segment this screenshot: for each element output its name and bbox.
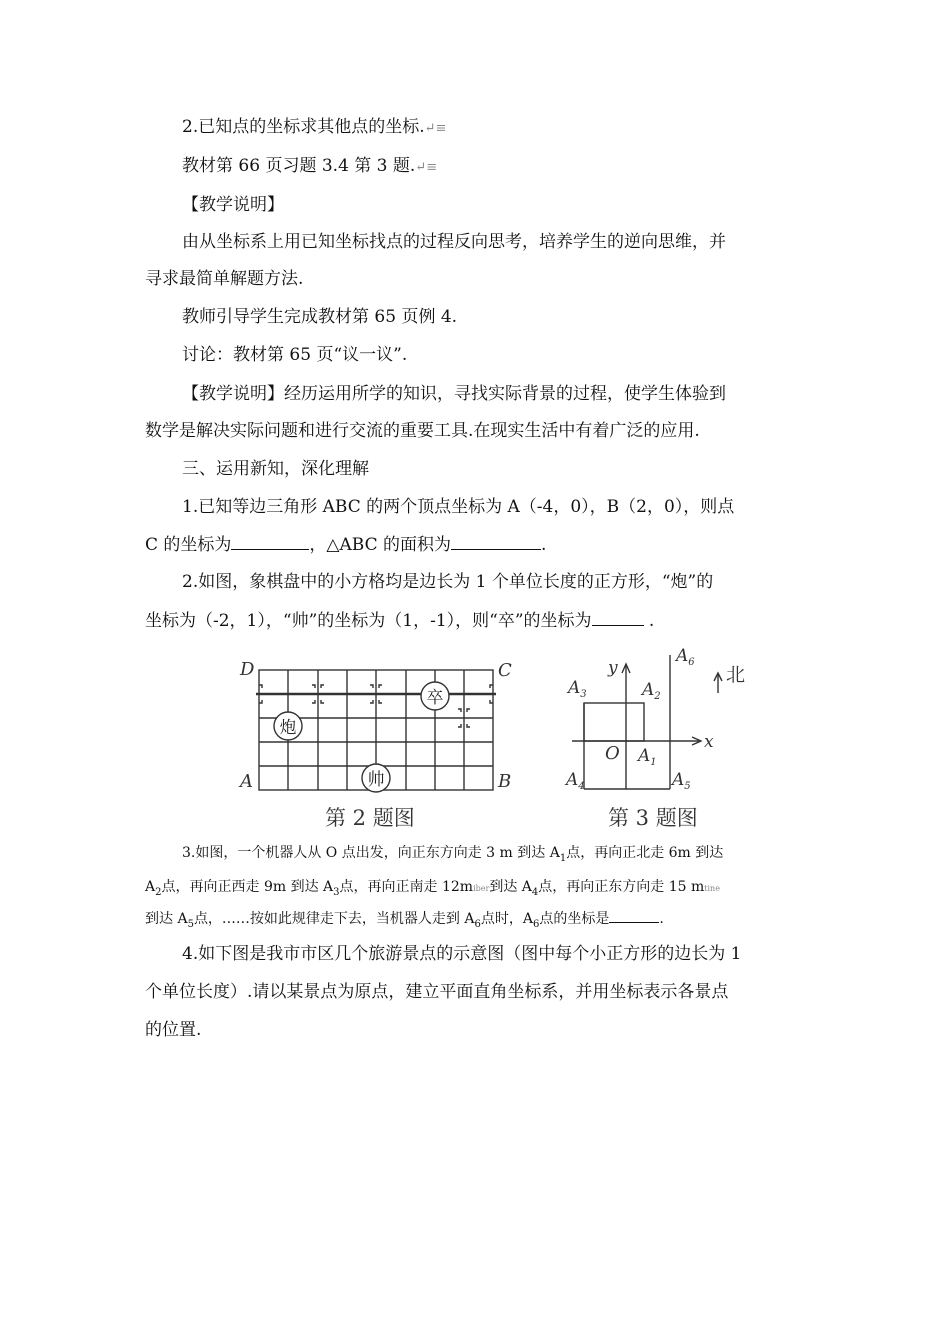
answer-blank[interactable] [592,609,644,626]
corner-label-c: C [498,660,512,681]
question-2-blank: 坐标为（-2，1），“帅”的坐标为（1，-1），则“卒”的坐标为 . [145,611,655,631]
text-line: 2.已知点的坐标求其他点的坐标.↵≡ [182,117,447,137]
answer-blank[interactable] [231,533,309,550]
origin-label: O [605,743,620,764]
point-a2-label: $A_2$ [642,680,661,702]
point-a4-label: $A_4$ [566,770,585,792]
section-label: 【教学说明】 [182,195,284,215]
text-line: 寻求最简单解题方法. [145,269,304,289]
shuai-label: 帅 [367,770,385,790]
corner-label-b: B [498,771,512,792]
text-line: 个单位长度）.请以某景点为原点，建立平面直角坐标系，并用坐标表示各景点 [145,982,729,1002]
question-3-line-3: 到达 $A_5$点，……按如此规律走下去，当机器人走到 $A_6$点时，$A_6$点的坐标是 . [145,911,664,930]
section-heading: 三、运用新知，深化理解 [182,459,369,479]
corner-label-d: D [240,659,255,680]
x-axis-label: x [704,732,714,752]
text-line: 教材第 66 页习题 3.4 第 3 题.↵≡ [182,156,438,176]
text-line: 【教学说明】经历运用所学的知识，寻找实际背景的过程，使学生体验到 [182,384,726,404]
text-line: 由从坐标系上用已知坐标找点的过程反向思考，培养学生的逆向思维，并 [182,232,726,252]
pao-label: 炮 [279,718,297,738]
corner-label-a: A [240,771,253,792]
point-a3-label: $A_3$ [568,678,587,700]
answer-blank[interactable] [609,910,659,923]
question-1-blanks: C 的坐标为 ，△ABC 的面积为 . [145,535,547,555]
question-2: 2.如图，象棋盘中的小方格均是边长为 1 个单位长度的正方形，“炮”的 [182,572,714,592]
answer-blank[interactable] [451,533,541,550]
point-a5-label: $A_5$ [672,770,691,792]
robot-path-figure [560,645,760,800]
point-a1-label: $A_1$ [638,746,657,768]
chessboard-figure [232,650,522,800]
text-line: 教师引导学生完成教材第 65 页例 4. [182,307,458,327]
figure-2-caption: 第 2 题图 [325,806,415,830]
y-axis-label: y [608,658,618,678]
text-line: 数学是解决实际问题和进行交流的重要工具.在现实生活中有着广泛的应用. [145,421,700,441]
figure-3-caption: 第 3 题图 [608,806,698,830]
north-label: 北 [726,664,746,686]
question-1: 1.已知等边三角形 ABC 的两个顶点坐标为 A（-4，0），B（2，0），则点 [182,497,735,517]
text-line: 讨论：教材第 65 页“议一议”. [182,345,408,365]
zu-label: 卒 [426,688,444,708]
point-a6-label: $A_6$ [676,646,695,668]
question-3-line-1: 3.如图，一个机器人从 O 点出发，向正东方向走 3 m 到达 $A_1$点，再向正北走 6m 到达 [182,845,724,864]
question-4: 4.如下图是我市市区几个旅游景点的示意图（图中每个小正方形的边长为 1 [182,944,742,964]
question-3-line-2: $A_2$点，再向正西走 9m 到达 $A_3$点，再向正南走 12miber到达 $A_4$点，再向正东方向走 15 mtine [145,879,720,898]
text-line: 的位置. [145,1020,202,1040]
